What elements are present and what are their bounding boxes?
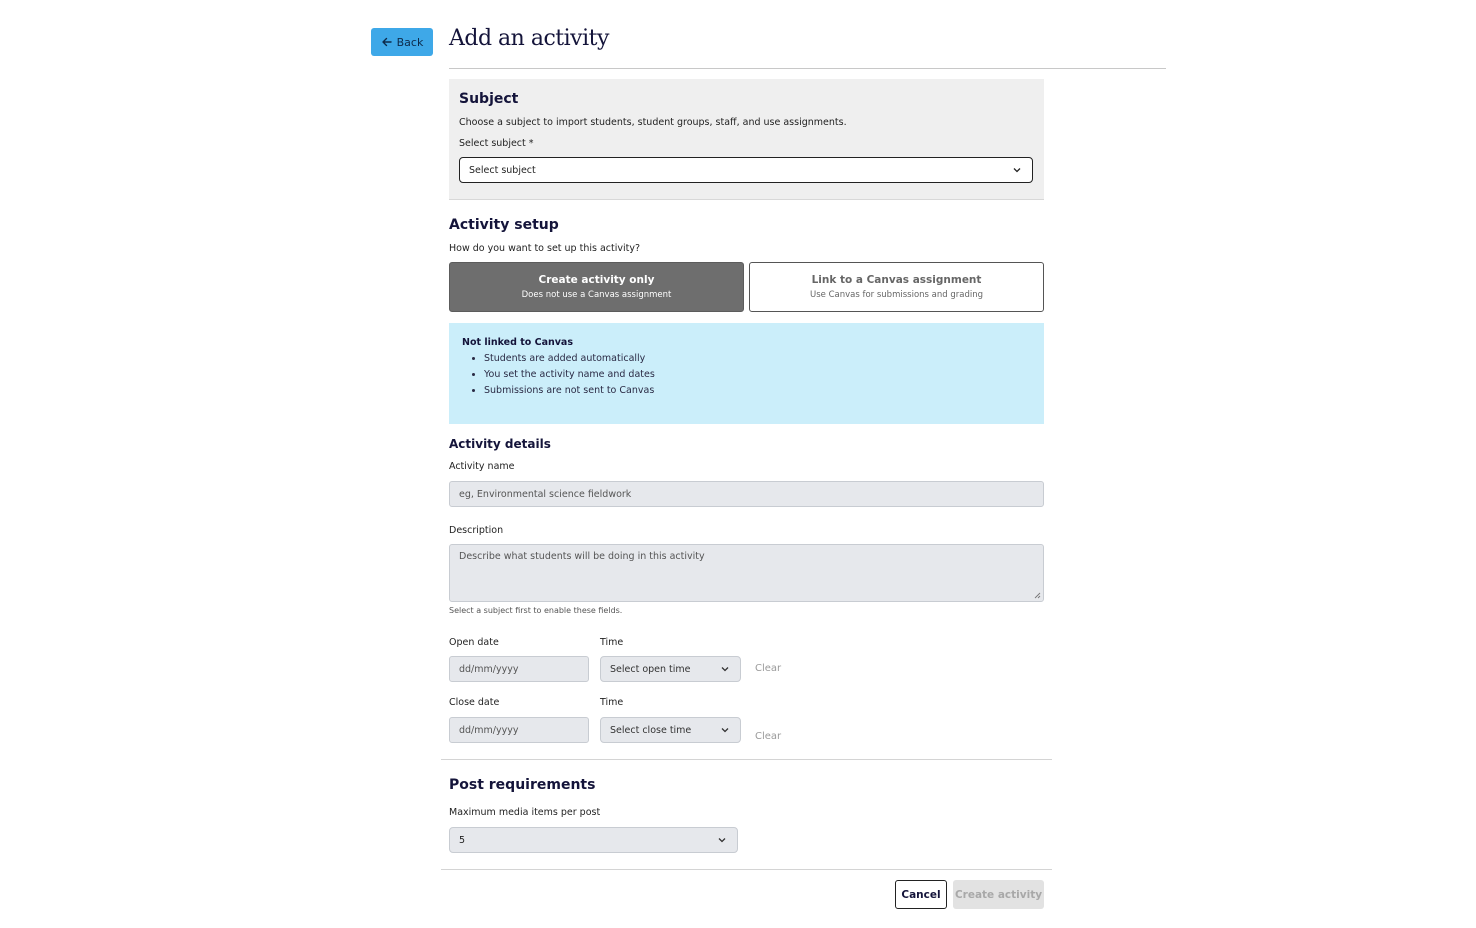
list-item: • You set the activity name and dates	[484, 367, 1031, 383]
activity-name-placeholder: eg, Environmental science fieldwork	[459, 488, 632, 500]
back-button[interactable]	[371, 28, 433, 56]
cancel-button[interactable]: Cancel	[895, 880, 947, 909]
subject-description: Choose a subject to import students, student groups, staff, and use assignments.	[459, 117, 847, 128]
subject-heading: Subject	[459, 91, 519, 107]
open-date-input[interactable]	[449, 656, 589, 682]
open-date-label: Open date	[449, 637, 499, 648]
page-title: Add an activity	[449, 26, 609, 51]
open-time-label: Time	[600, 637, 624, 648]
chevron-down-icon	[1012, 165, 1022, 175]
activity-setup-heading: Activity setup	[449, 217, 559, 233]
link-canvas-assignment-option[interactable]	[749, 262, 1044, 312]
title-divider	[449, 68, 1166, 69]
close-time-label: Time	[600, 697, 624, 708]
chevron-down-icon	[720, 725, 730, 735]
open-time-value: Select open time	[610, 663, 691, 675]
create-activity-only-subtitle: Does not use a Canvas assignment	[521, 290, 672, 300]
description-placeholder: Describe what students will be doing in this activity	[459, 551, 705, 562]
open-date-placeholder: dd/mm/yyyy	[459, 663, 519, 675]
list-item: • Submissions are not sent to Canvas	[484, 383, 1031, 399]
create-activity-only-option[interactable]	[449, 262, 744, 312]
media-items-label: Maximum media items per post	[449, 807, 601, 818]
create-activity-only-title: Create activity only	[538, 274, 655, 286]
media-items-value: 5	[459, 834, 466, 846]
activity-details-heading: Activity details	[449, 437, 551, 451]
subject-panel	[449, 79, 1044, 200]
description-label: Description	[449, 525, 504, 536]
link-canvas-assignment-title: Link to a Canvas assignment	[811, 274, 982, 286]
close-time-value: Select close time	[610, 724, 692, 736]
close-date-placeholder: dd/mm/yyyy	[459, 724, 519, 736]
chevron-down-icon	[720, 664, 730, 674]
arrow-left-icon	[381, 36, 393, 48]
close-date-input[interactable]	[449, 717, 589, 743]
chevron-down-icon	[717, 835, 727, 845]
description-textarea[interactable]	[449, 544, 1044, 602]
info-list	[462, 351, 1031, 399]
info-heading: Not linked to Canvas	[462, 337, 573, 348]
clear-close-button[interactable]: Clear	[755, 731, 782, 742]
link-canvas-assignment-subtitle: Use Canvas for submissions and grading	[810, 290, 983, 300]
select-subject-label: Select subject *	[459, 138, 534, 149]
canvas-info-box	[449, 323, 1044, 424]
activity-name-input[interactable]	[449, 481, 1044, 507]
activity-name-label: Activity name	[449, 461, 515, 472]
select-subject-dropdown[interactable]	[459, 157, 1033, 183]
resize-grip-icon[interactable]	[1033, 591, 1041, 599]
back-button-label: Back	[396, 35, 424, 49]
footer-divider	[441, 869, 1052, 870]
list-item: • Students are added automatically	[484, 351, 1031, 367]
create-activity-button[interactable]: Create activity	[953, 880, 1044, 909]
activity-setup-question: How do you want to set up this activity?	[449, 243, 641, 254]
clear-open-button[interactable]: Clear	[755, 663, 782, 674]
post-requirements-heading: Post requirements	[449, 777, 596, 793]
open-time-select[interactable]	[600, 656, 741, 682]
disabled-fields-hint: Select a subject first to enable these fields.	[449, 606, 623, 615]
close-time-select[interactable]	[600, 717, 741, 743]
close-date-label: Close date	[449, 697, 500, 708]
media-items-select[interactable]	[449, 827, 738, 853]
select-subject-value: Select subject	[469, 164, 536, 176]
section-divider	[441, 759, 1052, 760]
